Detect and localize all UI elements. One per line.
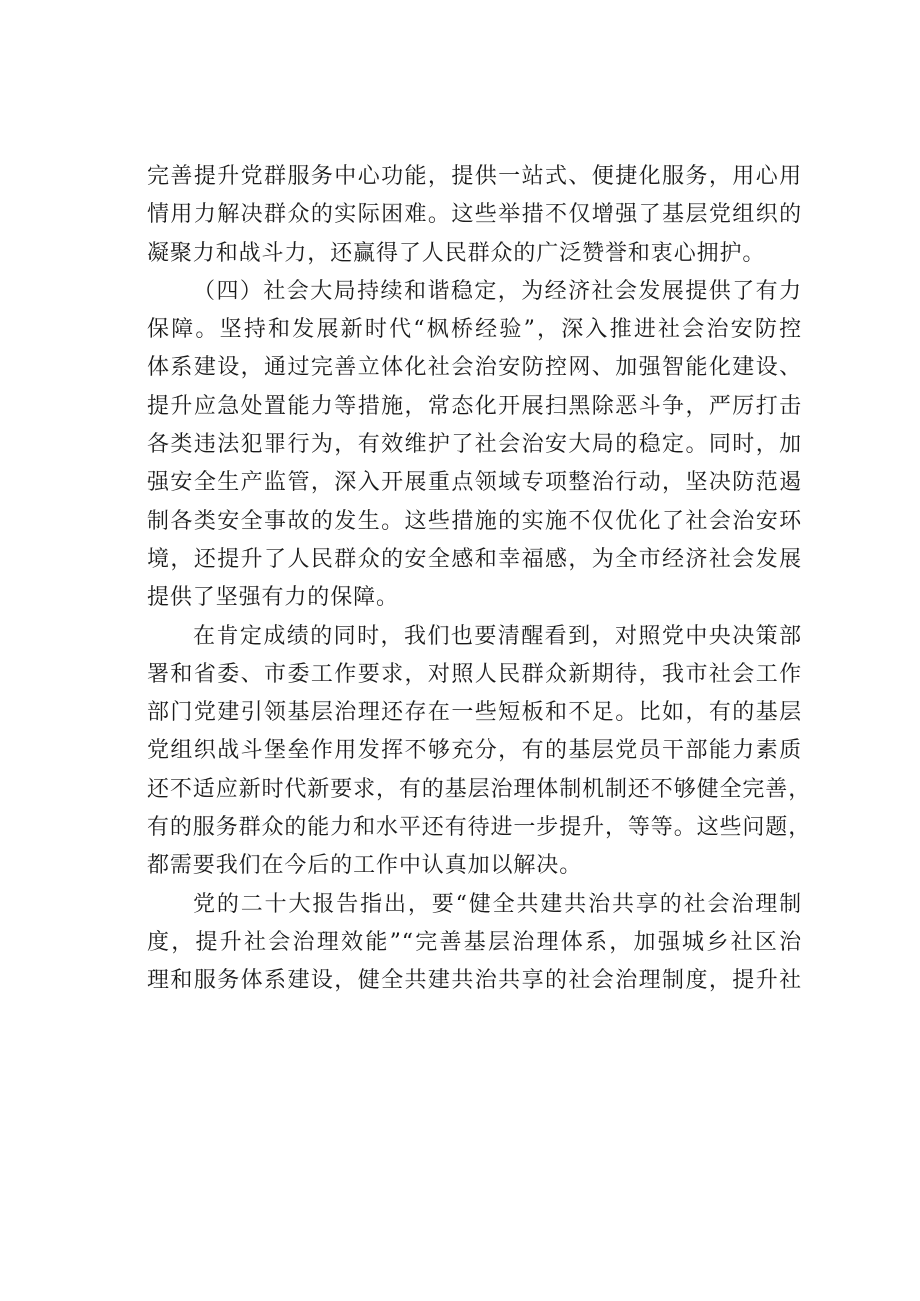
text-line: 境，还提升了人民群众的安全感和幸福感，为全市经济社会发展 (147, 546, 802, 572)
document-body (147, 158, 812, 1001)
text-line: （四）社会大局持续和谐稳定，为经济社会发展提供了有力 (193, 278, 802, 304)
text-line: 完善提升党群服务中心功能，提供一站式、便捷化服务，用心用 (147, 164, 802, 189)
paragraph (147, 158, 802, 273)
text-line: 强安全生产监管，深入开展重点领域专项整治行动，坚决防范遏 (147, 470, 802, 496)
text-line: 都需要我们在今后的工作中认真加以解决。 (147, 853, 583, 879)
text-line: 理和服务体系建设，健全共建共治共享的社会治理制度，提升社 (147, 968, 802, 994)
text-line: 体系建设，通过完善立体化社会治安防控网、加强智能化建设、 (147, 355, 802, 381)
text-line: 部门党建引领基层治理还存在一些短板和不足。比如，有的基层 (147, 700, 802, 726)
text-line: 保障。坚持和发展新时代“枫桥经验”，深入推进社会治安防控 (147, 317, 802, 343)
paragraph (147, 886, 802, 1001)
text-line: 提升应急处置能力等措施，常态化开展扫黑除恶斗争，严厉打击 (147, 393, 802, 419)
text-line: 制各类安全事故的发生。这些措施的实施不仅优化了社会治安环 (147, 508, 802, 534)
text-line: 党的二十大报告指出，要“健全共建共治共享的社会治理制 (193, 891, 802, 917)
text-line: 度，提升社会治理效能”“完善基层治理体系，加强城乡社区治 (147, 929, 802, 955)
text-line: 署和省委、市委工作要求，对照人民群众新期待，我市社会工作 (147, 661, 802, 687)
text-line: 在肯定成绩的同时，我们也要清醒看到，对照党中央决策部 (193, 623, 802, 649)
paragraph (147, 273, 802, 618)
text-line: 情用力解决群众的实际困难。这些举措不仅增强了基层党组织的 (147, 202, 802, 228)
text-line: 各类违法犯罪行为，有效维护了社会治安大局的稳定。同时，加 (147, 432, 802, 458)
text-line: 有的服务群众的能力和水平还有待进一步提升，等等。这些问题， (147, 815, 812, 841)
text-line: 还不适应新时代新要求，有的基层治理体制机制还不够健全完善， (147, 776, 812, 802)
text-line: 凝聚力和战斗力，还赢得了人民群众的广泛赞誉和衷心拥护。 (147, 240, 766, 266)
text-line: 提供了坚强有力的保障。 (147, 585, 399, 611)
paragraph (147, 618, 812, 886)
text-line: 党组织战斗堡垒作用发挥不够充分，有的基层党员干部能力素质 (147, 738, 802, 764)
